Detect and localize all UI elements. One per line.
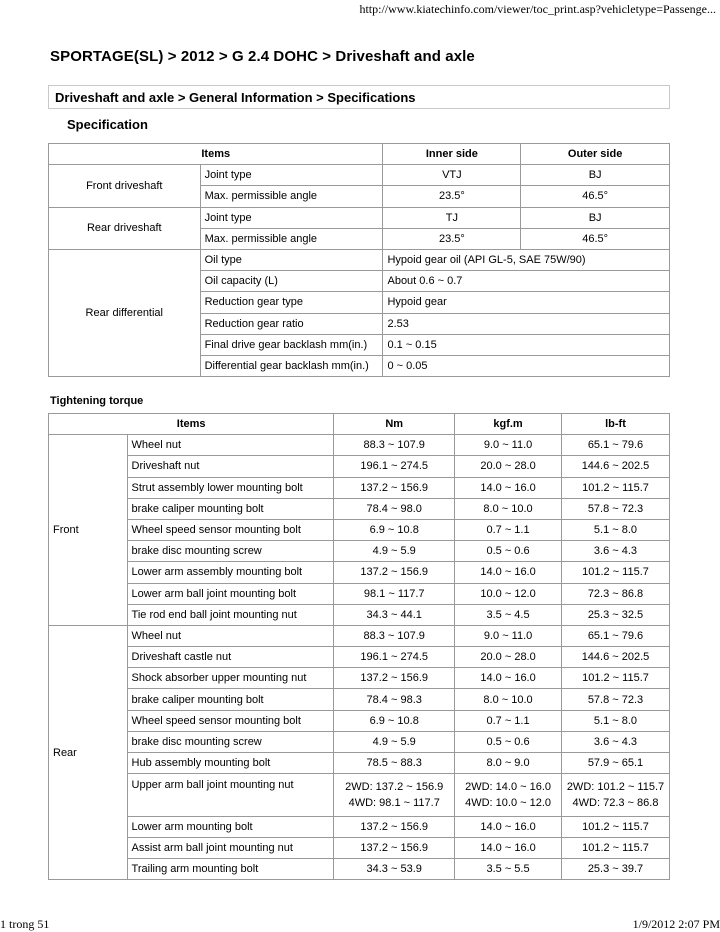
table-row — [49, 541, 670, 562]
table-cell: 5.1 ~ 8.0 — [561, 710, 669, 731]
table-cell: 20.0 ~ 28.0 — [455, 456, 562, 477]
group-label: Rear — [49, 625, 128, 879]
table-cell: 144.6 ~ 202.5 — [561, 647, 669, 668]
table-row — [49, 435, 670, 456]
table-cell — [561, 774, 669, 816]
table-cell: 78.4 ~ 98.0 — [334, 498, 455, 519]
table-cell: 78.5 ~ 88.3 — [334, 753, 455, 774]
table-cell: 101.2 ~ 115.7 — [561, 816, 669, 837]
section-heading: Specification — [67, 117, 148, 132]
column-header: Items — [49, 414, 334, 435]
table-cell: 46.5° — [521, 186, 670, 207]
table-cell: 8.0 ~ 9.0 — [455, 753, 562, 774]
table-cell: 137.2 ~ 156.9 — [334, 816, 455, 837]
table-cell: Strut assembly lower mounting bolt — [127, 477, 334, 498]
group-label: Front — [49, 435, 128, 626]
table-cell: 46.5° — [521, 228, 670, 249]
table-cell: brake caliper mounting bolt — [127, 498, 334, 519]
table-row — [49, 519, 670, 540]
cell-line: 4WD: 10.0 ~ 12.0 — [465, 796, 552, 809]
table-cell: 65.1 ~ 79.6 — [561, 625, 669, 646]
table-cell: 78.4 ~ 98.3 — [334, 689, 455, 710]
table-cell: 0.5 ~ 0.6 — [455, 541, 562, 562]
print-datetime: 1/9/2012 2:07 PM — [632, 917, 720, 931]
table-cell: 88.3 ~ 107.9 — [334, 625, 455, 646]
table-row — [49, 689, 670, 710]
cell-line: 2WD: 137.2 ~ 156.9 — [345, 780, 444, 793]
table-cell: Reduction gear ratio — [200, 313, 383, 334]
table-cell: 3.6 ~ 4.3 — [561, 541, 669, 562]
table-cell: Max. permissible angle — [200, 228, 383, 249]
specification-table — [48, 143, 670, 377]
page-number: 1 trong 51 — [0, 917, 50, 931]
table-row — [49, 837, 670, 858]
table-cell: 88.3 ~ 107.9 — [334, 435, 455, 456]
table-cell: 8.0 ~ 10.0 — [455, 689, 562, 710]
column-header: Inner side — [383, 144, 521, 165]
table-cell: 14.0 ~ 16.0 — [455, 816, 562, 837]
table-row — [49, 753, 670, 774]
table-cell: 0.5 ~ 0.6 — [455, 731, 562, 752]
table-cell: 14.0 ~ 16.0 — [455, 562, 562, 583]
column-header: Nm — [334, 414, 455, 435]
table-cell: 196.1 ~ 274.5 — [334, 456, 455, 477]
table-cell: 57.8 ~ 72.3 — [561, 689, 669, 710]
table-row — [49, 731, 670, 752]
table-row — [49, 498, 670, 519]
table-row — [49, 207, 670, 228]
cell-line: 2WD: 14.0 ~ 16.0 — [465, 780, 552, 793]
table-row — [49, 165, 670, 186]
table-cell: Oil type — [200, 249, 383, 270]
table-cell: 101.2 ~ 115.7 — [561, 477, 669, 498]
table-cell: Driveshaft nut — [127, 456, 334, 477]
table-row — [49, 583, 670, 604]
table-cell: Final drive gear backlash mm(in.) — [200, 334, 383, 355]
table-cell: brake disc mounting screw — [127, 541, 334, 562]
group-label: Front driveshaft — [49, 165, 201, 207]
table-cell: 25.3 ~ 32.5 — [561, 604, 669, 625]
group-label: Rear differential — [49, 249, 201, 376]
table-cell: VTJ — [383, 165, 521, 186]
table-cell: 34.3 ~ 44.1 — [334, 604, 455, 625]
table-cell: BJ — [521, 165, 670, 186]
table-cell: Wheel nut — [127, 625, 334, 646]
table-cell: Hypoid gear oil (API GL-5, SAE 75W/90) — [383, 249, 670, 270]
table-cell: 6.9 ~ 10.8 — [334, 710, 455, 731]
table-cell: 137.2 ~ 156.9 — [334, 668, 455, 689]
table-cell: Shock absorber upper mounting nut — [127, 668, 334, 689]
table-cell: 137.2 ~ 156.9 — [334, 837, 455, 858]
table-cell: Lower arm ball joint mounting bolt — [127, 583, 334, 604]
table-cell: Trailing arm mounting bolt — [127, 858, 334, 879]
table-cell: 14.0 ~ 16.0 — [455, 668, 562, 689]
table-cell: 101.2 ~ 115.7 — [561, 562, 669, 583]
table-cell: Oil capacity (L) — [200, 271, 383, 292]
table-cell: Reduction gear type — [200, 292, 383, 313]
table-cell: BJ — [521, 207, 670, 228]
table-row — [49, 816, 670, 837]
table-cell: Joint type — [200, 165, 383, 186]
table-cell: 57.9 ~ 65.1 — [561, 753, 669, 774]
table-cell: 101.2 ~ 115.7 — [561, 837, 669, 858]
table-cell: 20.0 ~ 28.0 — [455, 647, 562, 668]
table-cell: 137.2 ~ 156.9 — [334, 562, 455, 583]
table-header-row — [49, 414, 670, 435]
table-cell: 4.9 ~ 5.9 — [334, 541, 455, 562]
table-cell — [455, 774, 562, 816]
column-header: Outer side — [521, 144, 670, 165]
table-row — [49, 647, 670, 668]
table-cell: Max. permissible angle — [200, 186, 383, 207]
cell-line: 4WD: 98.1 ~ 117.7 — [348, 796, 440, 809]
column-header: lb-ft — [561, 414, 669, 435]
table-cell — [334, 774, 455, 816]
table-cell: 101.2 ~ 115.7 — [561, 668, 669, 689]
header-url: http://www.kiatechinfo.com/viewer/toc_print.asp?vehicletype=Passenge... — [359, 2, 716, 16]
table-cell: 196.1 ~ 274.5 — [334, 647, 455, 668]
table-cell: 3.5 ~ 5.5 — [455, 858, 562, 879]
table-cell: 9.0 ~ 11.0 — [455, 435, 562, 456]
table-cell: 5.1 ~ 8.0 — [561, 519, 669, 540]
document-title: SPORTAGE(SL) > 2012 > G 2.4 DOHC > Driveshaft and axle — [50, 48, 475, 65]
table-cell: 72.3 ~ 86.8 — [561, 583, 669, 604]
table-cell: Assist arm ball joint mounting nut — [127, 837, 334, 858]
column-header: Items — [49, 144, 383, 165]
table-cell: brake disc mounting screw — [127, 731, 334, 752]
table-cell: 3.5 ~ 4.5 — [455, 604, 562, 625]
table-cell: 34.3 ~ 53.9 — [334, 858, 455, 879]
table-cell: Upper arm ball joint mounting nut — [127, 774, 334, 816]
table-cell: 3.6 ~ 4.3 — [561, 731, 669, 752]
table-cell: 0 ~ 0.05 — [383, 355, 670, 376]
table-cell: Tie rod end ball joint mounting nut — [127, 604, 334, 625]
table-cell: Wheel speed sensor mounting bolt — [127, 710, 334, 731]
table-row — [49, 477, 670, 498]
group-label: Rear driveshaft — [49, 207, 201, 249]
table-cell: Wheel nut — [127, 435, 334, 456]
table-row — [49, 456, 670, 477]
table-cell: 10.0 ~ 12.0 — [455, 583, 562, 604]
table-cell: 65.1 ~ 79.6 — [561, 435, 669, 456]
table-cell: 14.0 ~ 16.0 — [455, 837, 562, 858]
table-row — [49, 562, 670, 583]
table-cell: Driveshaft castle nut — [127, 647, 334, 668]
table-row — [49, 668, 670, 689]
table-cell: TJ — [383, 207, 521, 228]
table-cell: 2.53 — [383, 313, 670, 334]
table-row — [49, 774, 670, 816]
table-cell: 144.6 ~ 202.5 — [561, 456, 669, 477]
table-cell: 137.2 ~ 156.9 — [334, 477, 455, 498]
table-cell: 23.5° — [383, 228, 521, 249]
column-header: kgf.m — [455, 414, 562, 435]
table-cell: 14.0 ~ 16.0 — [455, 477, 562, 498]
table-cell: 0.1 ~ 0.15 — [383, 334, 670, 355]
breadcrumb: Driveshaft and axle > General Information > Specifications — [48, 85, 670, 109]
table-cell: Wheel speed sensor mounting bolt — [127, 519, 334, 540]
cell-line: 4WD: 72.3 ~ 86.8 — [572, 796, 659, 809]
table-cell: Differential gear backlash mm(in.) — [200, 355, 383, 376]
table-row — [49, 249, 670, 270]
table-cell: 23.5° — [383, 186, 521, 207]
table-cell: 4.9 ~ 5.9 — [334, 731, 455, 752]
table-cell: About 0.6 ~ 0.7 — [383, 271, 670, 292]
table-row — [49, 710, 670, 731]
table-cell: 9.0 ~ 11.0 — [455, 625, 562, 646]
table-cell: 98.1 ~ 117.7 — [334, 583, 455, 604]
tightening-torque-table — [48, 413, 670, 880]
table-cell: 57.8 ~ 72.3 — [561, 498, 669, 519]
table-cell: Hypoid gear — [383, 292, 670, 313]
table-cell: 0.7 ~ 1.1 — [455, 519, 562, 540]
table-row — [49, 625, 670, 646]
table-header-row — [49, 144, 670, 165]
table-cell: 0.7 ~ 1.1 — [455, 710, 562, 731]
table-row — [49, 858, 670, 879]
table-cell: Hub assembly mounting bolt — [127, 753, 334, 774]
table-cell: 6.9 ~ 10.8 — [334, 519, 455, 540]
torque-heading: Tightening torque — [50, 395, 144, 407]
table-cell: Joint type — [200, 207, 383, 228]
table-cell: 25.3 ~ 39.7 — [561, 858, 669, 879]
table-cell: Lower arm mounting bolt — [127, 816, 334, 837]
table-cell: Lower arm assembly mounting bolt — [127, 562, 334, 583]
table-cell: brake caliper mounting bolt — [127, 689, 334, 710]
table-row — [49, 604, 670, 625]
cell-line: 2WD: 101.2 ~ 115.7 — [566, 780, 665, 793]
table-cell: 8.0 ~ 10.0 — [455, 498, 562, 519]
